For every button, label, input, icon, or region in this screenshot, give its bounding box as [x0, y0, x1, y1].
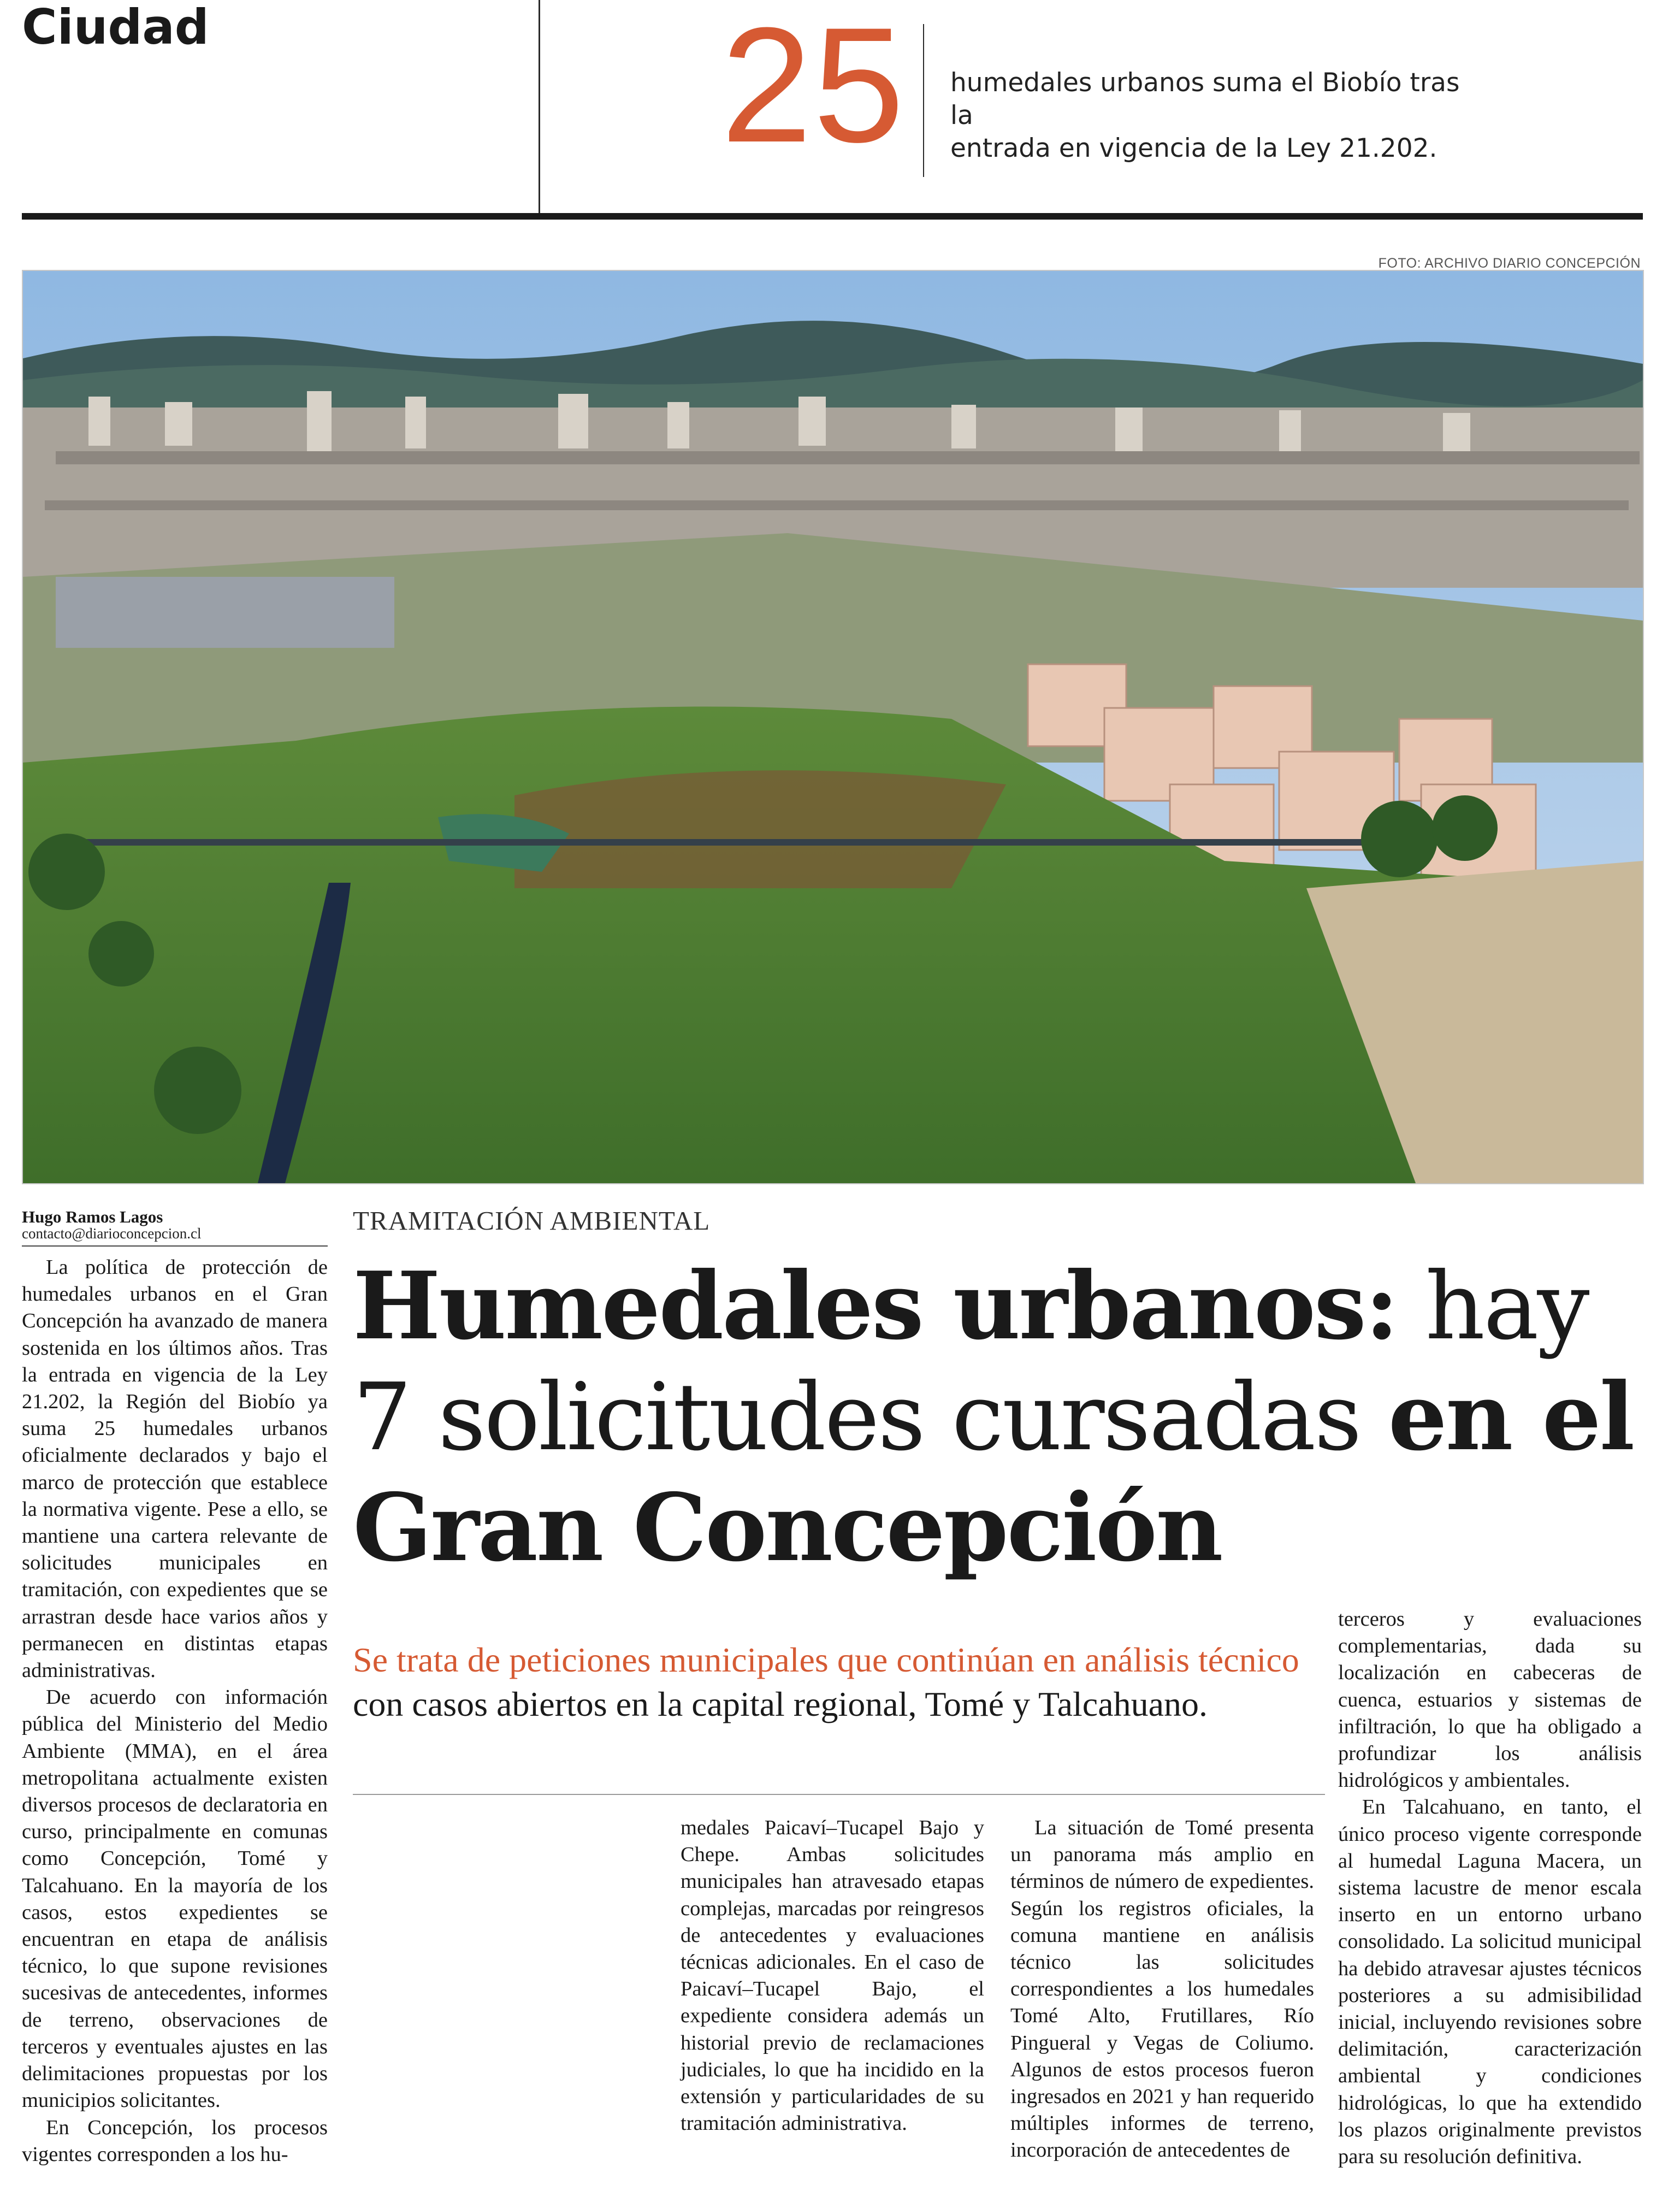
stat-caption-line-2: entrada en vigencia de la Ley 21.202. [950, 133, 1438, 163]
byline-email[interactable]: contacto@diarioconcepcion.cl [22, 1225, 202, 1242]
header-divider [539, 0, 540, 214]
headline-line-3 [353, 1473, 1642, 1584]
header-rule [22, 213, 1643, 220]
headline-bold-2: en el [1388, 1362, 1634, 1472]
deck [353, 1638, 1325, 1726]
section-title: Ciudad [22, 0, 209, 55]
paragraph: En Talcahuano, en tanto, el único proceso vigente corresponde al humedal Laguna Macera, un sistema lacustre de menor escala inserto en un entorno urbano consolidado. La solicitud municipal ha debido atravesar ajustes técnicos posteriores a su admisibilidad inicial, incluyendo revisiones sobre delimitación, caracterización ambiental y condiciones hidrológicas, lo que ha extendido los plazos originalmente previstos para su resolución definitiva. [1338, 1796, 1642, 2169]
paragraph: terceros y evaluaciones complementarias, dada su localización en cabeceras de cuenca, estuarios y sistemas de infiltración, lo que ha obligado a profundizar los análisis hidrológicos y ambientales. [1338, 1608, 1642, 1792]
body-column-3 [1010, 1815, 1314, 2164]
body-column-4 [1338, 1606, 1642, 2170]
deck-accent: Se trata de peticiones municipales que continúan en análisis técnico [353, 1640, 1299, 1679]
body-column-1 [22, 1254, 328, 2168]
photo-credit: FOTO: ARCHIVO DIARIO CONCEPCIÓN [1378, 256, 1641, 271]
aerial-wetland-photo [22, 270, 1644, 1184]
deck-rest: con casos abiertos en la capital regional, Tomé y Talcahuano. [353, 1685, 1208, 1723]
photo-illustration [23, 271, 1643, 1183]
headline [353, 1251, 1642, 1584]
stat-number: 25 [721, 0, 906, 176]
headline-light-1: hay [1397, 1253, 1588, 1361]
kicker: TRAMITACIÓN AMBIENTAL [353, 1206, 711, 1236]
paragraph: De acuerdo con información pública del Ministerio del Medio Ambiente (MMA), en el área metropolitana actualmente existen diversos procesos de declaratoria en curso, principalmente en comunas como Concepción, Tomé y Talcahuano. En la mayoría de los casos, estos expedientes se encuentran en etapa de análisis técnico, lo que supone revisiones sucesivas de antecedentes, informes de terreno, observaciones de terceros y eventuales ajustes en las delimitaciones propuestas por los municipios solicitantes. [22, 1686, 328, 2112]
headline-line-1 [353, 1251, 1642, 1362]
paragraph: medales Paicaví–Tucapel Bajo y Chepe. Ambas solicitudes municipales han atravesado etapas complejas, marcadas por reingresos de antecedentes y evaluaciones técnicas adicionales. En el caso de Paicaví–Tucapel Bajo, el expediente considera además un historial previo de reclamaciones judiciales, lo que ha incidido en la extensión y particularidades de su tramitación administrativa. [681, 1816, 984, 2135]
stat-divider [923, 24, 924, 177]
headline-bold-3: Gran Concepción [353, 1473, 1222, 1582]
paragraph: En Concepción, los procesos vigentes corresponden a los hu- [22, 2116, 328, 2166]
stat-caption-line-1: humedales urbanos suma el Biobío tras la [950, 68, 1460, 131]
headline-line-2 [353, 1362, 1642, 1473]
headline-light-2: 7 solicitudes cursadas [353, 1363, 1388, 1472]
paragraph: La situación de Tomé presenta un panorama más amplio en términos de número de expedientes. Según los registros oficiales, la comuna mantiene en análisis técnico las solicitudes correspondientes a los humedales Tomé Alto, Frutillares, Río Pingueral y Vegas de Coliumo. Algunos de estos procesos fueron ingresados en 2021 y han requerido múltiples informes de terreno, incorporación de antecedentes de [1010, 1816, 1314, 2162]
byline-rule [22, 1245, 328, 1247]
paragraph: La política de protección de humedales urbanos en el Gran Concepción ha avanzado de manera sostenida en los últimos años. Tras la entrada en vigencia de la Ley 21.202, la Región del Biobío ya suma 25 humedales urbanos oficialmente declarados y bajo el marco de protección que establece la normativa vigente. Pese a ello, se mantiene una cartera relevante de solicitudes municipales en tramitación, con expedientes que se arrastran desde hace varios años y permanecen en distintas etapas administrativas. [22, 1256, 328, 1682]
deck-rule [353, 1794, 1325, 1795]
byline-author: Hugo Ramos Lagos [22, 1207, 163, 1226]
body-column-2 [681, 1815, 984, 2137]
headline-bold-1: Humedales urbanos: [353, 1251, 1398, 1361]
stat-caption [950, 67, 1475, 165]
